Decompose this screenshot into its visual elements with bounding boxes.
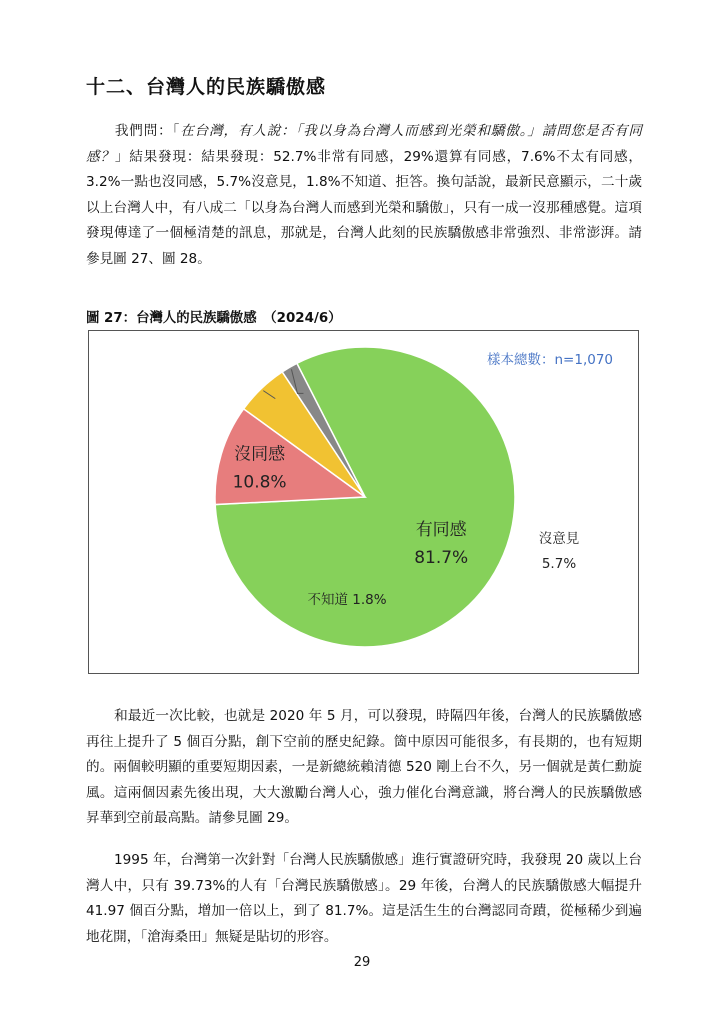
figure-caption: 圖 27：台灣人的民族驕傲感 （2024/6） [86,311,342,326]
pie-chart-frame [88,330,639,674]
pie-chart [89,331,638,673]
slice-label-3: 沒意見 [538,531,580,547]
slice-value-1: 81.7% [414,548,469,569]
paragraph1-part2: 」結果發現：結果發現：52.7%非常有同感，29%還算有同感，7.6%不太有同感，3.2%一點也沒同感，5.7%沒意見，1.8%不知道、拒答。換句話說，最新民意顯示，二十歲以上台灣人中，有八成二「以身為台灣人而感到光榮和驕傲」，只有一成一沒那種感覺。這項發現傳達了一個極清楚的訊息，那就是，台灣人此刻的民族驕傲感非常強烈、非常澎湃。請參見圖 27、圖 28。 [86,148,643,267]
slice-label-1: 有同感 [415,520,467,541]
paragraph-history [86,848,642,950]
slice-value-2: 10.8% [232,472,287,493]
sample-size-label: 樣本總數：n=1,070 [486,352,613,368]
slice-value-3: 5.7% [541,556,577,572]
paragraph1-part1: 我們問：「 [114,123,181,139]
page-number: 29 [353,955,371,970]
section-heading: 十二、台灣人的民族驕傲感 [86,76,327,98]
paragraph-comparison [86,704,642,832]
slice-label-2: 沒同感 [234,444,286,465]
paragraph2-text: 和最近一次比較，也就是 2020 年 5 月，可以發現，時隔四年後，台灣人的民族驕傲感再往上提升了 5 個百分點，創下空前的歷史紀錄。箇中原因可能很多，有長期的，也有短期的。兩個較明顯的重要短期因素，一是新總統賴清德 520 剛上台不久，另一個就是黃仁勳旋風。這兩個因素先後出現，大大激勵台灣人心，強力催化台灣意識，將台灣人的民族驕傲感昇華到空前最高點。請參見圖 29。 [86,708,642,826]
slice-label-4: 不知道 1.8% [307,592,387,608]
survey-question: 在台灣，有人說：「我以身為台灣人而感到光榮和驕傲。」請問您是否有同感？ [86,123,642,165]
paragraph3-text: 1995 年，台灣第一次針對「台灣人民族驕傲感」進行實證研究時，我發現 20 歲以上台灣人中，只有 39.73%的人有「台灣民族驕傲感」。29 年後，台灣人的民族驕傲感大幅提升 41.97 個百分點，增加一倍以上，到了 81.7%。這是活生生的台灣認同奇蹟，從極稀少到遍地花開，「滄海桑田」無疑是貼切的形容。 [86,852,642,945]
paragraph-survey-result [86,119,642,272]
